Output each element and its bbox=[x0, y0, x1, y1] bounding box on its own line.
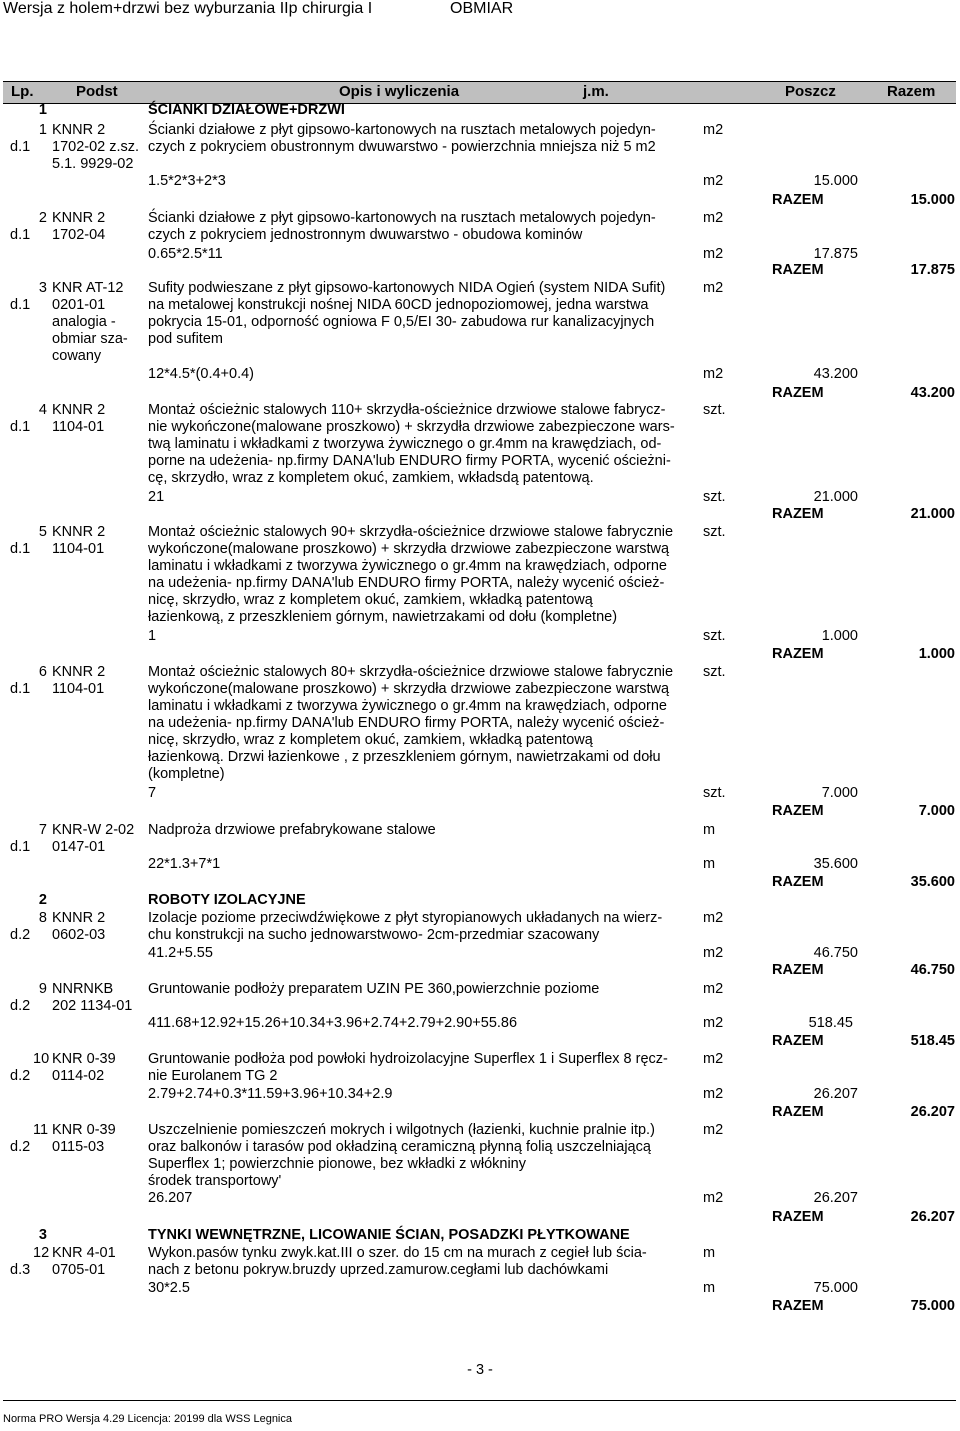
razem-label: RAZEM bbox=[772, 1209, 824, 1225]
table-cell: 26.207 bbox=[148, 1190, 193, 1206]
table-cell: Montaż ościeżnic stalowych 110+ skrzydła-ościeżnice drzwiowe stalowe fabrycz- bbox=[148, 402, 666, 418]
table-cell: pod sufitem bbox=[148, 331, 223, 347]
table-cell: na metalowej konstrukcji nośnej NIDA 60CD jednopoziomowej, jedna warstwa bbox=[148, 297, 649, 313]
table-cell: NNRNKB bbox=[52, 981, 114, 997]
item-number: 3 bbox=[38, 280, 47, 296]
table-cell: środek transportowy' bbox=[148, 1173, 282, 1189]
table-cell: szt. bbox=[703, 524, 726, 540]
table-cell: 1.5*2*3+2*3 bbox=[148, 173, 226, 189]
table-cell: łazienkową, z przeszkleniem górnym, nawietrzakami od dołu (kompletne) bbox=[148, 609, 618, 625]
section-title: TYNKI WEWNĘTRZNE, LICOWANIE ŚCIAN, POSADZKI PŁYTKOWANE bbox=[148, 1227, 630, 1243]
razem-label: RAZEM bbox=[772, 385, 824, 401]
quantity-value: 7.000 bbox=[821, 785, 858, 801]
col-jm: j.m. bbox=[583, 83, 609, 100]
quantity-value: 1.000 bbox=[821, 628, 858, 644]
item-number: 6 bbox=[38, 664, 47, 680]
quantity-value: 26.207 bbox=[813, 1086, 858, 1102]
table-cell: nicę, skrzydło, wraz z kompletem okuć, zamkiem, wkładką patentową bbox=[148, 732, 593, 748]
razem-value: 75.000 bbox=[910, 1298, 955, 1314]
table-cell: 0115-03 bbox=[52, 1139, 105, 1155]
table-cell: d.1 bbox=[10, 419, 31, 435]
table-cell: wykończone(malowane proszkowo) + skrzydła drzwiowe zabezpieczone warstwą bbox=[148, 541, 670, 557]
item-number: 7 bbox=[38, 822, 47, 838]
razem-value: 26.207 bbox=[910, 1104, 955, 1120]
table-cell: szt. bbox=[703, 489, 726, 505]
table-cell: KNNR 2 bbox=[52, 910, 106, 926]
col-podst: Podst bbox=[76, 83, 118, 100]
table-cell: Montaż ościeżnic stalowych 90+ skrzydła-ościeżnice drzwiowe stalowe fabrycznie bbox=[148, 524, 674, 540]
table-cell: porne na udeżenia- np.firmy DANA'lub ENDURO firmy PORTA, wycenić ościeżni- bbox=[148, 453, 671, 469]
table-cell: m2 bbox=[703, 981, 724, 997]
razem-value: 518.45 bbox=[910, 1033, 955, 1049]
table-cell: d.1 bbox=[10, 541, 31, 557]
table-cell: KNNR 2 bbox=[52, 402, 106, 418]
razem-value: 43.200 bbox=[910, 385, 955, 401]
table-cell: oraz balkonów i tarasów pod okładziną ceramiczną płynną folią uszczelniającą bbox=[148, 1139, 651, 1155]
section-number: 2 bbox=[38, 892, 47, 908]
table-cell: d.2 bbox=[10, 1139, 31, 1155]
table-cell: KNR 0-39 bbox=[52, 1051, 116, 1067]
table-cell: 1702-04 bbox=[52, 227, 106, 243]
table-cell: obmiar sza- bbox=[52, 331, 128, 347]
quantity-value: 43.200 bbox=[813, 366, 858, 382]
quantity-value: 15.000 bbox=[813, 173, 858, 189]
table-cell: m2 bbox=[703, 910, 724, 926]
col-razem: Razem bbox=[887, 83, 936, 100]
razem-label: RAZEM bbox=[772, 1104, 824, 1120]
table-cell: KNNR 2 bbox=[52, 122, 106, 138]
item-number: 12 bbox=[33, 1245, 50, 1261]
table-cell: analogia - bbox=[52, 314, 116, 330]
table-cell: d.1 bbox=[10, 227, 31, 243]
table-cell: m2 bbox=[703, 1051, 724, 1067]
table-cell: 0.65*2.5*11 bbox=[148, 246, 223, 262]
table-cell: cę, skrzydło, wraz z kompletem okuć, zamkiem, wkładsdą patentową. bbox=[148, 470, 594, 486]
table-cell: m2 bbox=[703, 210, 724, 226]
table-cell: czych z pokryciem obustronnym dwuwarstwo - powierzchnia mniejsza niż 5 m2 bbox=[148, 139, 656, 155]
table-cell: szt. bbox=[703, 628, 726, 644]
razem-label: RAZEM bbox=[772, 192, 824, 208]
table-cell: chu konstrukcji na sucho jednowarstwowo- 2cm-przedmiar szacowany bbox=[148, 927, 600, 943]
table-cell: 2.79+2.74+0.3*11.59+3.96+10.34+2.9 bbox=[148, 1086, 393, 1102]
razem-label: RAZEM bbox=[772, 262, 824, 278]
table-cell: twą laminatu i wkładkami z tworzywa żywicznego o gr.4mm na krawędziach, od- bbox=[148, 436, 662, 452]
table-cell: laminatu i wkładkami z tworzywa żywicznego o gr.4mm na krawędziach, odporne bbox=[148, 698, 667, 714]
razem-label: RAZEM bbox=[772, 1033, 824, 1049]
footer-divider bbox=[3, 1400, 956, 1401]
section-number: 3 bbox=[38, 1227, 47, 1243]
table-cell: 5.1. 9929-02 bbox=[52, 156, 134, 172]
table-cell: m2 bbox=[703, 122, 724, 138]
razem-label: RAZEM bbox=[772, 874, 824, 890]
table-cell: 41.2+5.55 bbox=[148, 945, 213, 961]
table-cell: 1104-01 bbox=[52, 681, 105, 697]
table-cell: Superflex 1; powierzchnie pionowe, bez wkładki z włókniny bbox=[148, 1156, 526, 1172]
table-cell: Ścianki działowe z płyt gipsowo-kartonowych na rusztach metalowych pojedyn- bbox=[148, 210, 656, 226]
table-cell: Uszczelnienie pomieszczeń mokrych i wilgotnych (łazienki, kuchnie pralnie itp.) bbox=[148, 1122, 655, 1138]
table-cell: KNNR 2 bbox=[52, 524, 106, 540]
table-cell: Izolacje poziome przeciwdźwiękowe z płyt styropianowych układanych na wierz- bbox=[148, 910, 663, 926]
table-cell: szt. bbox=[703, 402, 726, 418]
table-cell: czych z pokryciem jednostronnym dwuwarstwo - obudowa kominów bbox=[148, 227, 583, 243]
razem-value: 21.000 bbox=[910, 506, 955, 522]
footer-license: Norma PRO Wersja 4.29 Licencja: 20199 dla WSS Legnica bbox=[3, 1413, 292, 1425]
table-cell: 0147-01 bbox=[52, 839, 106, 855]
table-cell: m2 bbox=[703, 1015, 724, 1031]
razem-value: 1.000 bbox=[918, 646, 955, 662]
table-cell: KNNR 2 bbox=[52, 210, 106, 226]
table-cell: KNNR 2 bbox=[52, 664, 106, 680]
document-header bbox=[0, 0, 960, 20]
table-cell: d.2 bbox=[10, 998, 31, 1014]
table-cell: 7 bbox=[148, 785, 157, 801]
table-cell: łazienkową. Drzwi łazienkowe , z przeszkleniem górnym, nawietrzakami od dołu bbox=[148, 749, 661, 765]
table-cell: cowany bbox=[52, 348, 102, 364]
table-cell: d.1 bbox=[10, 139, 31, 155]
table-cell: d.1 bbox=[10, 839, 31, 855]
item-number: 2 bbox=[38, 210, 47, 226]
section-number: 1 bbox=[38, 102, 47, 118]
section-title: ROBOTY IZOLACYJNE bbox=[148, 892, 306, 908]
item-number: 9 bbox=[38, 981, 47, 997]
table-cell: 0114-02 bbox=[52, 1068, 105, 1084]
page-number: - 3 - bbox=[467, 1362, 493, 1378]
table-cell: m2 bbox=[703, 1086, 724, 1102]
razem-label: RAZEM bbox=[772, 803, 824, 819]
table-cell: m2 bbox=[703, 1190, 724, 1206]
table-cell: d.1 bbox=[10, 681, 31, 697]
quantity-value: 26.207 bbox=[813, 1190, 858, 1206]
table-cell: Wykon.pasów tynku zwyk.kat.III o szer. do 15 cm na murach z cegieł lub ścia- bbox=[148, 1245, 647, 1261]
table-cell: nach z betonu pokryw.bruzdy uprzed.zamurow.cegłami lub dachówkami bbox=[148, 1262, 609, 1278]
table-cell: pokrycia 15-01, odporność ogniowa F 0,5/EI 30- zabudowa rur kanalizacyjnych bbox=[148, 314, 655, 330]
item-number: 1 bbox=[38, 122, 47, 138]
table-cell: d.2 bbox=[10, 927, 31, 943]
col-poszcz: Poszcz bbox=[785, 83, 836, 100]
razem-value: 15.000 bbox=[910, 192, 955, 208]
table-cell: 21 bbox=[148, 489, 165, 505]
razem-label: RAZEM bbox=[772, 1298, 824, 1314]
table-cell: Nadproża drzwiowe prefabrykowane stalowe bbox=[148, 822, 436, 838]
table-cell: KNR-W 2-02 bbox=[52, 822, 135, 838]
razem-value: 26.207 bbox=[910, 1209, 955, 1225]
table-cell: Sufity podwieszane z płyt gipsowo-kartonowych NIDA Ogień (system NIDA Sufit) bbox=[148, 280, 666, 296]
table-cell: wykończone(malowane proszkowo) + skrzydła drzwiowe zabezpieczone warstwą bbox=[148, 681, 670, 697]
table-cell: Gruntowanie podłoży preparatem UZIN PE 360,powierzchnie poziome bbox=[148, 981, 600, 997]
table-cell: 0201-01 bbox=[52, 297, 106, 313]
table-cell: d.3 bbox=[10, 1262, 31, 1278]
table-cell: m bbox=[703, 1280, 716, 1296]
table-cell: nie Eurolanem TG 2 bbox=[148, 1068, 278, 1084]
table-cell: szt. bbox=[703, 664, 726, 680]
item-number: 5 bbox=[38, 524, 47, 540]
table-cell: na udeżenia- np.firmy DANA'lub ENDURO firmy PORTA, należy wycenić oścież- bbox=[148, 715, 665, 731]
razem-label: RAZEM bbox=[772, 646, 824, 662]
table-cell: 411.68+12.92+15.26+10.34+3.96+2.74+2.79+2.90+55.86 bbox=[148, 1015, 518, 1031]
table-cell: KNR AT-12 bbox=[52, 280, 124, 296]
table-cell: m bbox=[703, 856, 716, 872]
table-cell: Ścianki działowe z płyt gipsowo-kartonowych na rusztach metalowych pojedyn- bbox=[148, 122, 656, 138]
table-cell: 30*2.5 bbox=[148, 1280, 190, 1296]
table-cell: 1104-01 bbox=[52, 419, 105, 435]
razem-label: RAZEM bbox=[772, 962, 824, 978]
razem-value: 7.000 bbox=[918, 803, 955, 819]
table-cell: Gruntowanie podłoża pod powłoki hydroizolacyjne Superflex 1 i Superflex 8 ręcz- bbox=[148, 1051, 668, 1067]
quantity-value: 17.875 bbox=[813, 246, 858, 262]
razem-value: 35.600 bbox=[910, 874, 955, 890]
table-cell: d.2 bbox=[10, 1068, 31, 1084]
table-cell: d.1 bbox=[10, 297, 31, 313]
table-cell: m2 bbox=[703, 1122, 724, 1138]
table-cell: (kompletne) bbox=[148, 766, 225, 782]
item-number: 11 bbox=[33, 1122, 49, 1138]
item-number: 4 bbox=[38, 402, 47, 418]
table-header bbox=[3, 81, 956, 104]
col-lp: Lp. bbox=[11, 83, 34, 100]
table-cell: m2 bbox=[703, 246, 724, 262]
quantity-value: 21.000 bbox=[813, 489, 858, 505]
table-cell: laminatu i wkładkami z tworzywa żywicznego o gr.4mm na krawędziach, odporne bbox=[148, 558, 667, 574]
table-cell: KNR 4-01 bbox=[52, 1245, 116, 1261]
razem-value: 46.750 bbox=[910, 962, 955, 978]
document-title: Wersja z holem+drzwi bez wyburzania IIp chirurgia I bbox=[3, 0, 373, 17]
table-cell: nicę, skrzydło, wraz z kompletem okuć, zamkiem, wkładką patentową bbox=[148, 592, 593, 608]
table-cell: 22*1.3+7*1 bbox=[148, 856, 221, 872]
table-cell: 1104-01 bbox=[52, 541, 105, 557]
table-cell: m2 bbox=[703, 366, 724, 382]
table-cell: 1702-02 z.sz. bbox=[52, 139, 140, 155]
table-cell: 1 bbox=[148, 628, 157, 644]
table-cell: m2 bbox=[703, 173, 724, 189]
col-opis: Opis i wyliczenia bbox=[339, 83, 460, 100]
section-title: ŚCIANKI DZIAŁOWE+DRZWI bbox=[148, 102, 345, 118]
table-cell: 0602-03 bbox=[52, 927, 106, 943]
table-cell: 12*4.5*(0.4+0.4) bbox=[148, 366, 255, 382]
table-cell: nie wykończone(malowane proszkowo) + skrzydła drzwiowe zabezpieczone wars- bbox=[148, 419, 675, 435]
table-cell: na udeżenia- np.firmy DANA'lub ENDURO firmy PORTA, należy wycenić oścież- bbox=[148, 575, 665, 591]
razem-label: RAZEM bbox=[772, 506, 824, 522]
table-cell: KNR 0-39 bbox=[52, 1122, 116, 1138]
razem-value: 17.875 bbox=[910, 262, 955, 278]
quantity-value: 518.45 bbox=[808, 1015, 853, 1031]
item-number: 8 bbox=[38, 910, 47, 926]
table-cell: m2 bbox=[703, 280, 724, 296]
document-type: OBMIAR bbox=[450, 0, 514, 17]
quantity-value: 46.750 bbox=[813, 945, 858, 961]
table-cell: m bbox=[703, 1245, 716, 1261]
table-cell: Montaż ościeżnic stalowych 80+ skrzydła-ościeżnice drzwiowe stalowe fabrycznie bbox=[148, 664, 674, 680]
table-cell: m2 bbox=[703, 945, 724, 961]
item-number: 10 bbox=[33, 1051, 50, 1067]
quantity-value: 35.600 bbox=[813, 856, 858, 872]
table-cell: 0705-01 bbox=[52, 1262, 106, 1278]
table-cell: szt. bbox=[703, 785, 726, 801]
table-cell: m bbox=[703, 822, 716, 838]
quantity-value: 75.000 bbox=[813, 1280, 858, 1296]
table-cell: 202 1134-01 bbox=[52, 998, 133, 1014]
